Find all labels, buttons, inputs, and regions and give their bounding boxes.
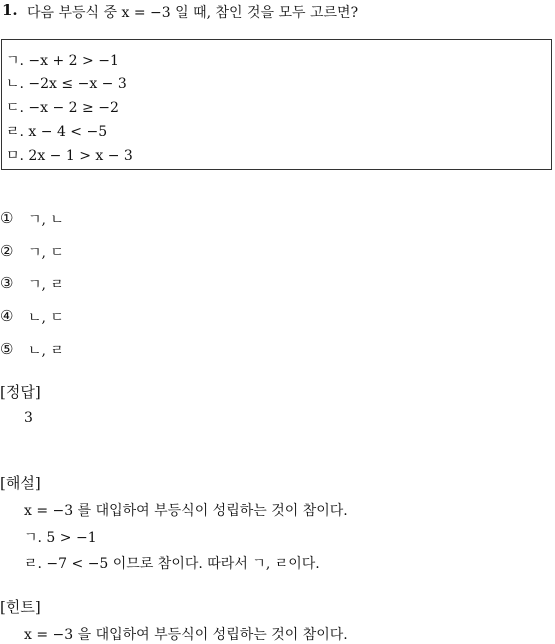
choice-2-mark: ② [0, 242, 14, 260]
condition-item: ㄷ. −x − 2 ≥ −2 [6, 100, 119, 116]
explanation-line: ㄱ. 5 > −1 [24, 530, 97, 546]
hint-heading: [힌트] [0, 598, 41, 616]
choice-2-text: ㄱ, ㄷ [28, 245, 64, 261]
condition-item: ㄱ. −x + 2 > −1 [6, 53, 119, 69]
question-text: 다음 부등식 중 x = −3 일 때, 참인 것을 모두 고르면? [27, 5, 359, 21]
explanation-heading: [해설] [0, 474, 41, 492]
hint-line: x = −3 을 대입하여 부등식이 성립하는 것이 참이다. [24, 627, 348, 643]
choice-3-text: ㄱ, ㄹ [28, 277, 64, 293]
choice-4-text: ㄴ, ㄷ [28, 310, 64, 326]
answer-value: 3 [24, 410, 33, 426]
explanation-line: ㄹ. −7 < −5 이므로 참이다. 따라서 ㄱ, ㄹ이다. [24, 556, 320, 572]
choice-5-mark: ⑤ [0, 340, 14, 358]
condition-item: ㄹ. x − 4 < −5 [6, 124, 108, 140]
answer-heading: [정답] [0, 383, 41, 401]
choice-5-text: ㄴ, ㄹ [28, 343, 64, 359]
choice-1-text: ㄱ, ㄴ [28, 212, 64, 228]
question-number: 1. [2, 1, 18, 19]
choice-1-mark: ① [0, 209, 14, 227]
explanation-line: x = −3 를 대입하여 부등식이 성립하는 것이 참이다. [24, 503, 348, 519]
condition-item: ㅁ. 2x − 1 > x − 3 [6, 148, 133, 164]
choice-3-mark: ③ [0, 274, 14, 292]
condition-item: ㄴ. −2x ≤ −x − 3 [6, 76, 127, 92]
choice-4-mark: ④ [0, 307, 14, 325]
